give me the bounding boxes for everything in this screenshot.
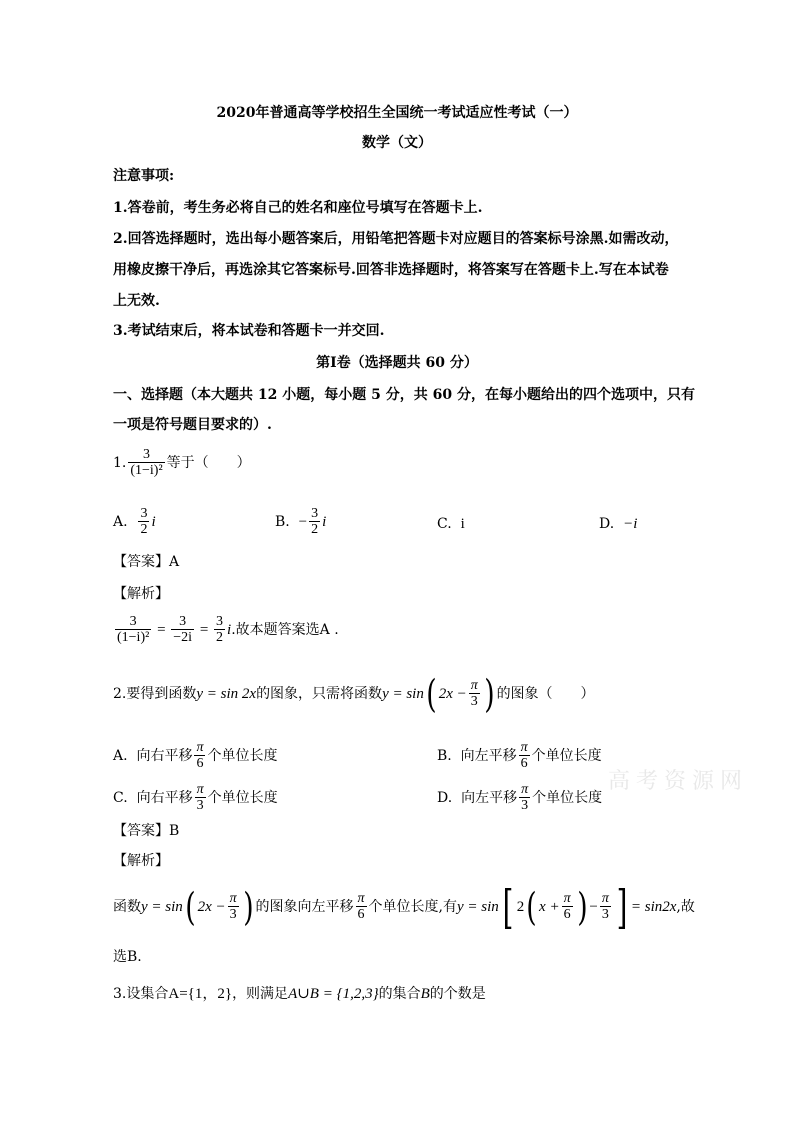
option-label: C.	[437, 516, 452, 532]
fraction	[519, 740, 530, 772]
fraction	[195, 782, 206, 814]
stem-prefix: 2.要得到函数	[113, 686, 197, 702]
fraction	[128, 447, 164, 479]
fraction	[228, 891, 239, 923]
numerator: π	[229, 891, 237, 906]
variable: i	[227, 622, 232, 638]
stem-prefix: 3.设集合	[113, 986, 169, 1002]
fraction	[194, 740, 205, 772]
denominator: 3	[470, 694, 478, 709]
denominator: 3	[601, 907, 609, 922]
question-3-stem	[113, 985, 486, 1003]
denominator: 2	[216, 630, 224, 645]
option-label: D.	[437, 790, 453, 806]
solution-prefix: 函数	[113, 899, 141, 915]
solution-end: ,故	[676, 899, 695, 915]
option-label: A.	[113, 748, 128, 764]
denominator: 6	[357, 907, 365, 922]
coefficient: 2	[516, 899, 525, 915]
numerator: 3	[129, 614, 137, 629]
option-prefix: 向左平移	[461, 790, 518, 806]
option-prefix: 向右平移	[136, 790, 193, 806]
numerator: 3	[140, 506, 148, 521]
solution-suffix: .故本题答案选A .	[231, 622, 339, 638]
numerator: π	[470, 678, 478, 693]
stem-end: 的个数是	[429, 986, 486, 1002]
notice-item-2-line-1: 2.回答选择题时，选出每小题答案后，用铅笔把答题卡对应题目的答案标号涂黑.如需改动，	[113, 231, 679, 247]
notice-item-2-line-3: 上无效.	[113, 293, 160, 309]
question-number: 1.	[113, 455, 127, 471]
denominator: 6	[196, 756, 204, 771]
option-label: B.	[437, 748, 452, 764]
function-prefix: y = sin	[382, 686, 424, 702]
numerator: π	[563, 891, 571, 906]
stem-suffix: 的集合	[378, 986, 421, 1002]
exam-subtitle: 数学（文）	[362, 135, 432, 151]
numerator: π	[357, 891, 365, 906]
function-prefix: y = sin	[141, 899, 183, 915]
numerator: π	[196, 740, 204, 755]
numerator: π	[196, 782, 204, 797]
question-1-stem	[113, 447, 251, 479]
section-instructions-line-1: 一、选择题（本大题共 12 小题，每小题 5 分，共 60 分，在每小题给出的四个选项中，只有	[113, 387, 695, 403]
variable: i	[151, 514, 156, 530]
question-1-solution: $\frac{3}{\text{(1−i)²}}$ = $\frac{3}{-2i}$ = $\frac{3}{2}$ i .故本题答案选A .	[117, 614, 339, 645]
question-2-solution-line-2: 选B.	[113, 949, 142, 965]
section-instructions-line-2: 一项是符号题目要求的）.	[113, 417, 272, 433]
function-prefix: y = sin	[456, 899, 499, 915]
denominator: 3	[229, 907, 237, 922]
fraction	[562, 891, 573, 923]
question-2-solution: 函数 y = sin ( 2x − $\frac{\pi}{3}$ ) 的图象向左平移 $\frac{\pi}{6}$ 个单位长度,有 y = sin [ 2 ( x + $\frac{\pi}{6}$ ) − $\frac{\pi}{3}$ ] = sin2x ,故	[113, 880, 695, 934]
numerator: 3	[143, 447, 151, 462]
function-inner: 2x −	[197, 899, 226, 915]
fraction	[469, 678, 480, 710]
option-a	[113, 506, 156, 538]
question-2-stem: 2.要得到函数 y = sin 2x 的图象，只需将函数 y = sin ( 2x − $\frac{\pi}{3}$ ) 的图象（ ）	[113, 672, 595, 716]
fraction	[309, 506, 320, 538]
solution-text: 个单位长度,有	[368, 899, 457, 915]
numerator: 3	[311, 506, 319, 521]
denominator: (1−i)²	[117, 630, 150, 645]
numerator: 3	[179, 614, 187, 629]
option-b	[275, 506, 326, 538]
set-a: A={1，2}	[168, 986, 233, 1002]
function-inner: 2x −	[438, 686, 467, 702]
numerator: π	[601, 891, 609, 906]
denominator: 6	[563, 907, 571, 922]
variable: i	[322, 514, 327, 530]
denominator: 2	[311, 522, 319, 537]
option-d	[437, 782, 602, 814]
denominator: 2	[140, 522, 148, 537]
stem-middle: ，则满足	[232, 986, 289, 1002]
option-suffix: 个单位长度	[207, 790, 278, 806]
option-a	[113, 740, 277, 772]
exam-title: 2020年普通高等学校招生全国统一考试适应性考试（一）	[216, 105, 578, 121]
fraction	[214, 614, 225, 646]
option-c	[113, 782, 278, 814]
option-prefix: 向左平移	[460, 748, 517, 764]
stem-suffix: 的图象（ ）	[496, 686, 595, 702]
notice-item-2-line-2: 用橡皮擦干净后，再选涂其它答案标号.回答非选择题时，将答案写在答题卡上.写在本试卷	[113, 262, 669, 278]
watermark-text: 高考资源网	[608, 769, 749, 794]
function-inner: x +	[539, 899, 560, 915]
question-1-analysis-heading: 【解析】	[113, 586, 169, 602]
question-1-answer: 【答案】A	[113, 554, 180, 570]
notice-item-1: 1.答卷前，考生务必将自己的姓名和座位号填写在答题卡上.	[113, 200, 483, 216]
fraction	[600, 891, 611, 923]
option-d	[599, 515, 637, 533]
option-prefix: 向右平移	[136, 748, 193, 764]
numerator: π	[520, 740, 528, 755]
option-suffix: 个单位长度	[532, 790, 603, 806]
union-expression: A∪B = {1,2,3}	[288, 986, 379, 1002]
function-expression: y = sin 2x	[196, 686, 257, 702]
option-label: B.	[275, 514, 290, 530]
fraction	[519, 782, 530, 814]
option-suffix: 个单位长度	[531, 748, 602, 764]
fraction	[138, 506, 149, 538]
fraction	[171, 614, 194, 646]
denominator: (1−i)²	[130, 463, 163, 478]
question-2-analysis-heading: 【解析】	[113, 853, 169, 869]
denominator: 6	[520, 756, 528, 771]
option-c	[437, 515, 465, 533]
option-label: C.	[113, 790, 128, 806]
numerator: 3	[216, 614, 224, 629]
notice-heading: 注意事项:	[113, 168, 175, 184]
fraction	[115, 614, 151, 646]
option-label: A.	[113, 514, 128, 530]
fraction	[356, 891, 367, 923]
minus-sign: −	[298, 514, 308, 530]
option-label: D.	[599, 516, 615, 532]
result-expression: = sin2x	[630, 899, 677, 915]
numerator: π	[521, 782, 529, 797]
notice-item-3: 3.考试结束后，将本试卷和答题卡一并交回.	[113, 323, 385, 339]
option-value: i	[460, 516, 465, 532]
question-2-answer: 【答案】B	[113, 823, 180, 839]
set-b: B	[420, 986, 430, 1002]
option-suffix: 个单位长度	[207, 748, 278, 764]
option-value: −i	[623, 516, 638, 532]
denominator: 3	[521, 798, 529, 813]
stem-suffix: 等于（ ）	[166, 455, 251, 471]
denominator: 3	[196, 798, 204, 813]
denominator: −2i	[173, 630, 193, 645]
part-1-title: 第Ⅰ卷（选择题共 60 分）	[316, 355, 478, 371]
minus-sign: −	[589, 899, 598, 915]
option-b	[437, 740, 602, 772]
solution-text: 的图象向左平移	[255, 899, 354, 915]
stem-middle: 的图象，只需将函数	[256, 686, 383, 702]
